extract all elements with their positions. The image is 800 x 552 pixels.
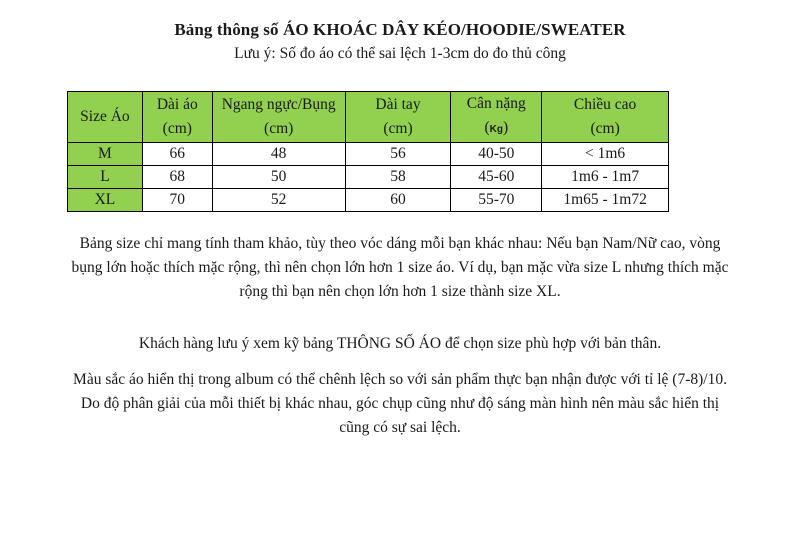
height-cell: < 1m6	[542, 143, 669, 166]
header-size	[68, 92, 143, 143]
kg-unit: Kg	[489, 124, 503, 135]
size-cell: L	[68, 166, 143, 189]
size-cell: XL	[68, 189, 143, 212]
length-cell: 70	[142, 189, 212, 212]
table-row	[68, 189, 669, 212]
color-disclaimer-paragraph: Màu sắc áo hiển thị trong album có thể chênh lệch so với sản phẩm thực bạn nhận được với tỉ lệ (7-8)/10. Do độ phân giải của mỗi thiết bị khác nhau, góc chụp cũng như độ sáng màn hình nên màu sắc hiển thị cũng có sự sai lệch.	[73, 371, 727, 436]
chest-cell: 50	[212, 166, 345, 189]
size-advice-paragraph: Bảng size chỉ mang tính tham khảo, tùy theo vóc dáng mỗi bạn khác nhau: Nếu bạn Nam/Nữ cao, vòng bụng lớn hoặc thích mặc rộng, thì nên chọn lớn hơn 1 size áo. Ví dụ, bạn mặc vừa size L nhưng thích mặc rộng thì bạn nên chọn lớn hơn 1 size thành size XL.	[71, 235, 729, 300]
weight-cell: 45-60	[451, 166, 542, 189]
sleeve-cell: 60	[345, 189, 451, 212]
header-label: Dài áo	[156, 96, 198, 113]
header-weight	[451, 92, 542, 143]
weight-cell: 40-50	[451, 143, 542, 166]
header-label: Ngang ngực/Bụng	[221, 96, 336, 113]
header-chest	[212, 92, 345, 143]
header-unit: (cm)	[383, 120, 413, 137]
header-unit	[451, 116, 541, 142]
length-cell: 68	[142, 166, 212, 189]
check-size-paragraph: Khách hàng lưu ý xem kỹ bảng THÔNG SỐ ÁO để chọn size phù hợp với bản thân.	[138, 335, 662, 352]
size-cell: M	[68, 143, 143, 166]
header-label: Chiều cao	[573, 96, 637, 113]
sleeve-cell: 56	[345, 143, 451, 166]
header-height	[542, 92, 669, 143]
weight-cell: 55-70	[451, 189, 542, 212]
height-cell: 1m6 - 1m7	[542, 166, 669, 189]
measurement-note: Lưu ý: Số đo áo có thể sai lệch 1-3cm do đo thủ công	[234, 45, 566, 62]
page-title: Bảng thông số ÁO KHOÁC DÂY KÉO/HOODIE/SWEATER	[174, 20, 626, 39]
header-label: Dài tay	[375, 96, 421, 113]
header-label: Size Áo	[80, 108, 130, 125]
table-row	[68, 143, 669, 166]
header-sleeve	[345, 92, 451, 143]
chest-cell: 48	[212, 143, 345, 166]
unit-paren-open: (	[484, 119, 490, 136]
height-cell: 1m65 - 1m72	[542, 189, 669, 212]
header-unit: (cm)	[590, 120, 620, 137]
table-header-row	[68, 92, 669, 143]
size-table	[67, 91, 669, 212]
length-cell: 66	[142, 143, 212, 166]
header-unit: (cm)	[264, 120, 294, 137]
unit-paren-close: )	[502, 119, 509, 136]
chest-cell: 52	[212, 189, 345, 212]
header-unit: (cm)	[162, 120, 192, 137]
header-label: Cân nặng	[466, 95, 526, 112]
sleeve-cell: 58	[345, 166, 451, 189]
table-row	[68, 166, 669, 189]
header-length	[142, 92, 212, 143]
